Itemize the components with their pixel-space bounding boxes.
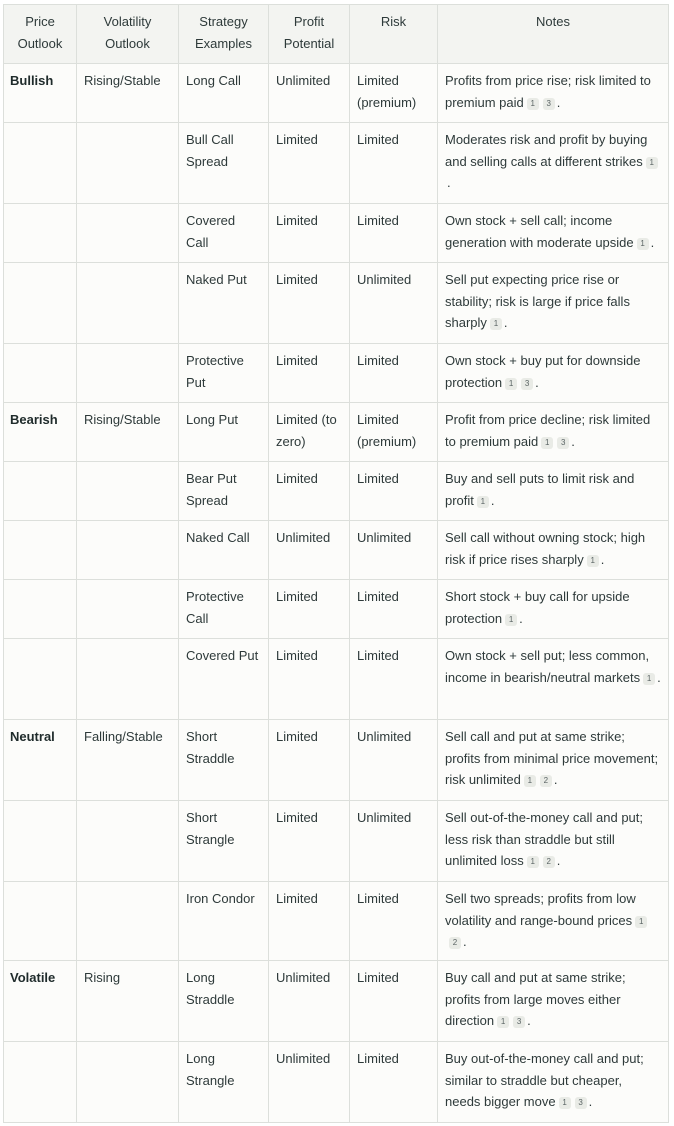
cell-profit-potential: Limited bbox=[269, 580, 350, 639]
cell-strategy: Naked Put bbox=[179, 263, 269, 344]
table-row bbox=[4, 1042, 669, 1123]
citation-badge[interactable]: 3 bbox=[513, 1016, 525, 1028]
cell-notes bbox=[438, 521, 669, 580]
cell-profit-potential: Limited bbox=[269, 462, 350, 521]
cell-profit-potential: Limited bbox=[269, 344, 350, 403]
notes-text: Buy and sell puts to limit risk and profit bbox=[445, 471, 635, 508]
cell-notes bbox=[438, 882, 669, 961]
cell-profit-potential: Unlimited bbox=[269, 521, 350, 580]
table-row bbox=[4, 263, 669, 344]
cell-profit-potential: Limited (to zero) bbox=[269, 403, 350, 462]
notes-text: Buy out-of-the-money call and put; similar to straddle but cheaper, needs bigger move bbox=[445, 1051, 644, 1109]
cell-price-outlook: Bearish bbox=[4, 403, 77, 462]
cell-profit-potential: Limited bbox=[269, 882, 350, 961]
citation-badge[interactable]: 3 bbox=[575, 1097, 587, 1109]
table-body bbox=[4, 64, 669, 1123]
citation-badge[interactable]: 3 bbox=[557, 437, 569, 449]
period: . bbox=[535, 374, 539, 390]
period: . bbox=[650, 234, 655, 250]
citation-badge[interactable]: 1 bbox=[477, 496, 489, 508]
period: . bbox=[556, 94, 561, 110]
cell-volatility-outlook bbox=[77, 882, 179, 961]
table-row bbox=[4, 720, 669, 801]
cell-notes bbox=[438, 639, 669, 720]
cell-price-outlook: Bullish bbox=[4, 64, 77, 123]
table-row bbox=[4, 639, 669, 720]
cell-volatility-outlook: Rising bbox=[77, 961, 179, 1042]
cell-volatility-outlook bbox=[77, 639, 179, 720]
citation-badge[interactable]: 1 bbox=[637, 238, 649, 250]
period: . bbox=[519, 610, 523, 626]
cell-notes bbox=[438, 961, 669, 1042]
notes-text: Sell out-of-the-money call and put; less risk than straddle but still unlimited loss bbox=[445, 810, 643, 868]
cell-profit-potential: Limited bbox=[269, 720, 350, 801]
cell-profit-potential: Unlimited bbox=[269, 64, 350, 123]
cell-risk: Limited bbox=[350, 1042, 438, 1123]
options-strategy-table bbox=[3, 4, 669, 1123]
table-row bbox=[4, 961, 669, 1042]
cell-notes bbox=[438, 1042, 669, 1123]
citation-badge[interactable]: 1 bbox=[646, 157, 658, 169]
cell-notes bbox=[438, 263, 669, 344]
cell-volatility-outlook: Rising/Stable bbox=[77, 403, 179, 462]
cell-risk: Limited (premium) bbox=[350, 403, 438, 462]
citation-badge[interactable]: 1 bbox=[497, 1016, 509, 1028]
cell-strategy: Short Strangle bbox=[179, 801, 269, 882]
header-notes: Notes bbox=[438, 5, 669, 64]
cell-profit-potential: Unlimited bbox=[269, 1042, 350, 1123]
period: . bbox=[447, 175, 451, 190]
period: . bbox=[553, 772, 558, 787]
cell-notes bbox=[438, 204, 669, 263]
cell-risk: Limited bbox=[350, 580, 438, 639]
period: . bbox=[490, 492, 495, 508]
table-header bbox=[4, 5, 669, 64]
notes-text: Profits from price rise; risk limited to premium paid bbox=[445, 73, 651, 110]
citation-badge[interactable]: 1 bbox=[587, 555, 599, 567]
cell-notes bbox=[438, 720, 669, 801]
citation-badge[interactable]: 3 bbox=[543, 98, 555, 110]
cell-price-outlook bbox=[4, 263, 77, 344]
citation-badge[interactable]: 1 bbox=[559, 1097, 571, 1109]
cell-strategy: Bull Call Spread bbox=[179, 123, 269, 204]
cell-price-outlook bbox=[4, 123, 77, 204]
cell-risk: Limited bbox=[350, 204, 438, 263]
citation-badge[interactable]: 1 bbox=[524, 775, 536, 787]
cell-strategy: Naked Call bbox=[179, 521, 269, 580]
header-profit-potential: Profit Potential bbox=[269, 5, 350, 64]
table-row bbox=[4, 521, 669, 580]
citation-badge[interactable]: 1 bbox=[527, 856, 539, 868]
cell-risk: Unlimited bbox=[350, 263, 438, 344]
cell-price-outlook bbox=[4, 204, 77, 263]
cell-volatility-outlook: Falling/Stable bbox=[77, 720, 179, 801]
cell-profit-potential: Limited bbox=[269, 263, 350, 344]
period: . bbox=[463, 934, 467, 949]
notes-text: Moderates risk and profit by buying and selling calls at different strikes bbox=[445, 132, 648, 169]
period: . bbox=[600, 551, 605, 567]
cell-price-outlook bbox=[4, 639, 77, 720]
cell-volatility-outlook bbox=[77, 1042, 179, 1123]
citation-badge[interactable]: 1 bbox=[505, 378, 517, 390]
table-row bbox=[4, 64, 669, 123]
cell-strategy: Protective Put bbox=[179, 344, 269, 403]
cell-price-outlook bbox=[4, 882, 77, 961]
cell-profit-potential: Limited bbox=[269, 204, 350, 263]
cell-price-outlook bbox=[4, 462, 77, 521]
citation-badge[interactable]: 1 bbox=[527, 98, 539, 110]
cell-strategy: Iron Condor bbox=[179, 882, 269, 961]
period: . bbox=[588, 1094, 593, 1109]
cell-strategy: Covered Put bbox=[179, 639, 269, 720]
table-row bbox=[4, 204, 669, 263]
cell-price-outlook: Volatile bbox=[4, 961, 77, 1042]
cell-notes bbox=[438, 580, 669, 639]
citation-badge[interactable]: 1 bbox=[505, 614, 517, 626]
cell-notes bbox=[438, 403, 669, 462]
cell-profit-potential: Limited bbox=[269, 123, 350, 204]
table-row bbox=[4, 580, 669, 639]
citation-badge[interactable]: 2 bbox=[540, 775, 552, 787]
notes-text: Short stock + buy call for upside protection bbox=[445, 589, 630, 626]
citation-badge[interactable]: 1 bbox=[490, 318, 502, 330]
cell-strategy: Long Strangle bbox=[179, 1042, 269, 1123]
citation-badge[interactable]: 3 bbox=[521, 378, 533, 390]
period: . bbox=[503, 315, 508, 330]
cell-price-outlook bbox=[4, 521, 77, 580]
cell-risk: Limited bbox=[350, 462, 438, 521]
cell-volatility-outlook bbox=[77, 801, 179, 882]
cell-price-outlook bbox=[4, 801, 77, 882]
notes-text: Own stock + sell call; income generation with moderate upside bbox=[445, 213, 634, 250]
cell-strategy: Long Straddle bbox=[179, 961, 269, 1042]
cell-volatility-outlook bbox=[77, 462, 179, 521]
header-risk: Risk bbox=[350, 5, 438, 64]
cell-price-outlook bbox=[4, 580, 77, 639]
cell-risk: Unlimited bbox=[350, 801, 438, 882]
cell-notes bbox=[438, 123, 669, 204]
cell-volatility-outlook bbox=[77, 580, 179, 639]
cell-risk: Unlimited bbox=[350, 521, 438, 580]
cell-price-outlook bbox=[4, 344, 77, 403]
citation-badge[interactable]: 1 bbox=[643, 673, 655, 685]
cell-price-outlook: Neutral bbox=[4, 720, 77, 801]
cell-volatility-outlook bbox=[77, 344, 179, 403]
cell-risk: Limited bbox=[350, 123, 438, 204]
cell-volatility-outlook: Rising/Stable bbox=[77, 64, 179, 123]
cell-notes bbox=[438, 462, 669, 521]
cell-strategy: Bear Put Spread bbox=[179, 462, 269, 521]
notes-text: Buy call and put at same strike; profits from large moves either direction bbox=[445, 970, 626, 1028]
header-price-outlook: Price Outlook bbox=[4, 5, 77, 64]
cell-strategy: Short Straddle bbox=[179, 720, 269, 801]
period: . bbox=[657, 669, 661, 685]
cell-notes bbox=[438, 344, 669, 403]
cell-risk: Limited bbox=[350, 344, 438, 403]
period: . bbox=[556, 853, 561, 868]
cell-risk: Limited bbox=[350, 961, 438, 1042]
cell-volatility-outlook bbox=[77, 204, 179, 263]
header-strategy-examples: Strategy Examples bbox=[179, 5, 269, 64]
cell-profit-potential: Limited bbox=[269, 801, 350, 882]
notes-text: Profit from price decline; risk limited to premium paid bbox=[445, 412, 651, 449]
cell-strategy: Long Put bbox=[179, 403, 269, 462]
cell-profit-potential: Limited bbox=[269, 639, 350, 720]
period: . bbox=[527, 1013, 531, 1028]
citation-badge[interactable]: 2 bbox=[449, 937, 461, 949]
table-row bbox=[4, 344, 669, 403]
citation-badge[interactable]: 1 bbox=[541, 437, 553, 449]
cell-price-outlook bbox=[4, 1042, 77, 1123]
cell-risk: Limited bbox=[350, 882, 438, 961]
cell-risk: Limited bbox=[350, 639, 438, 720]
cell-risk: Limited (premium) bbox=[350, 64, 438, 123]
cell-strategy: Protective Call bbox=[179, 580, 269, 639]
citation-badge[interactable]: 1 bbox=[635, 916, 647, 928]
table-row bbox=[4, 123, 669, 204]
citation-badge[interactable]: 2 bbox=[543, 856, 555, 868]
cell-profit-potential: Unlimited bbox=[269, 961, 350, 1042]
notes-text: Own stock + buy put for downside protection bbox=[445, 353, 641, 390]
cell-risk: Unlimited bbox=[350, 720, 438, 801]
notes-text: Sell put expecting price rise or stability; risk is large if price falls sharply bbox=[445, 272, 630, 330]
table-row bbox=[4, 403, 669, 462]
notes-text: Sell two spreads; profits from low volatility and range-bound prices bbox=[445, 891, 636, 928]
cell-notes bbox=[438, 64, 669, 123]
table-row bbox=[4, 882, 669, 961]
cell-strategy: Covered Call bbox=[179, 204, 269, 263]
cell-volatility-outlook bbox=[77, 263, 179, 344]
header-volatility-outlook: Volatility Outlook bbox=[77, 5, 179, 64]
notes-text: Own stock + sell put; less common, income in bearish/neutral markets bbox=[445, 648, 650, 685]
table-row bbox=[4, 462, 669, 521]
period: . bbox=[571, 433, 575, 449]
cell-volatility-outlook bbox=[77, 521, 179, 580]
cell-volatility-outlook bbox=[77, 123, 179, 204]
cell-notes bbox=[438, 801, 669, 882]
table-row bbox=[4, 801, 669, 882]
cell-strategy: Long Call bbox=[179, 64, 269, 123]
notes-text: Sell call and put at same strike; profits from minimal price movement; risk unlimited bbox=[445, 729, 659, 787]
notes-text: Sell call without owning stock; high risk if price rises sharply bbox=[445, 530, 646, 567]
